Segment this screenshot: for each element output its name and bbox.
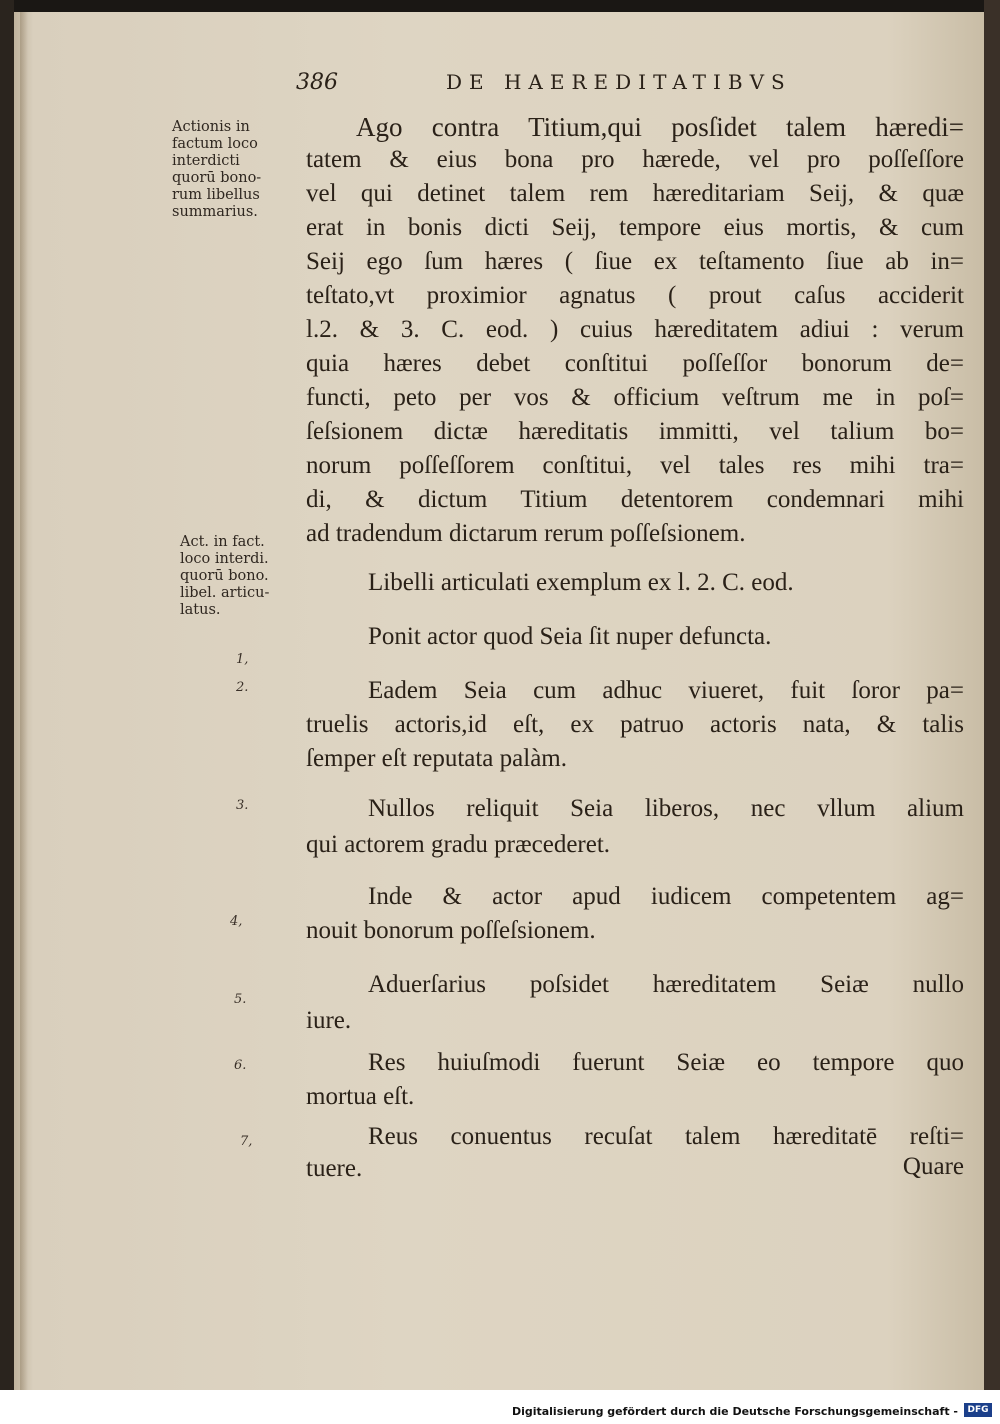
article-6-line: Res huiuſmodi fuerunt Seiæ eo tempore quo [368, 1049, 964, 1076]
text-line: ad tradendum dictarum rerum poſſeſsionem. [306, 520, 746, 547]
text-line: vel qui detinet talem rem hæreditariam Seij, & quæ [306, 180, 964, 207]
article-1-line: Ponit actor quod Seia ſit nuper defuncta. [368, 623, 772, 650]
article-6-line: mortua eſt. [306, 1083, 415, 1110]
text-line: quia hæres debet conſtitui poſſeſſor bonorum de= [306, 350, 964, 377]
article-3-line: Nullos reliquit Seia liberos, nec vllum alium [368, 795, 964, 822]
article-number: 5. [234, 992, 247, 1007]
article-5-line: iure. [306, 1007, 352, 1034]
article-4-line: Inde & actor apud iudicem competentem ag= [368, 883, 964, 910]
margin-line: latus. [180, 602, 221, 618]
running-title: DE HAEREDITATIBVS [446, 70, 792, 94]
article-7-line: Reus conuentus recuſat talem hæreditatē reſti= [368, 1123, 964, 1150]
scan-border-top [0, 0, 1000, 12]
text-line: ſeſsionem dictæ hæreditatis immitti, vel talium bo= [306, 418, 964, 445]
text-line: norum poſſeſſorem conſtitui, vel tales res mihi tra= [306, 452, 964, 479]
catchword: Quare [902, 1153, 964, 1180]
article-number: 2. [236, 680, 249, 695]
article-number: 6. [234, 1058, 247, 1073]
text-line: Seij ego ſum hæres ( ſiue ex teſtamento ſiue ab in= [306, 248, 964, 275]
page-number: 386 [296, 70, 338, 95]
margin-line: quorū bono- [172, 170, 262, 186]
article-2-line: Eadem Seia cum adhuc viueret, fuit ſoror pa= [368, 677, 964, 704]
article-2-line: ſemper eſt reputata palàm. [306, 745, 567, 772]
text-line: erat in bonis dicti Seij, tempore eius mortis, & cum [306, 214, 964, 241]
text-line: teſtato,vt proximior agnatus ( prout caſus acciderit [306, 282, 964, 309]
article-number: 4, [230, 914, 243, 929]
funding-credit: Digitalisierung gefördert durch die Deutsche Forschungsgemeinschaft - [511, 1405, 958, 1418]
margin-note-articulated [180, 534, 320, 619]
text-line: tatem & eius bona pro hærede, vel pro poſſeſſore [306, 146, 964, 173]
article-7-line: tuere. [306, 1155, 363, 1182]
margin-line: Act. in fact. [180, 534, 265, 550]
margin-line: Actionis in [172, 119, 250, 135]
article-5-line: Aduerſarius poſsidet hæreditatem Seiæ nullo [368, 971, 964, 998]
margin-note-summary [172, 119, 312, 221]
margin-line: rum libellus [172, 187, 260, 203]
scan-border-left [0, 0, 14, 1424]
article-2-line: truelis actoris,id eſt, ex patruo actoris nata, & talis [306, 711, 964, 738]
margin-line: quorū bono. [180, 568, 269, 584]
text-line: functi, peto per vos & officium veſtrum me in poſ= [306, 384, 964, 411]
text-line: Ago contra Titium,qui posſidet talem hæredi= [356, 112, 964, 142]
text-line: l.2. & 3. C. eod. ) cuius hæreditatem adiui : verum [306, 316, 964, 343]
page-gutter-shadow [20, 12, 28, 1390]
scan-border-right [984, 0, 1000, 1400]
margin-line: interdicti [172, 153, 240, 169]
margin-line: summarius. [172, 204, 258, 220]
section-heading: Libelli articulati exemplum ex l. 2. C. eod. [368, 569, 794, 596]
article-number: 3. [236, 798, 249, 813]
text-line: di, & dictum Titium detentorem condemnari mihi [306, 486, 964, 513]
article-number: 7, [240, 1134, 253, 1149]
article-3-line: qui actorem gradu præcederet. [306, 831, 611, 858]
article-number: 1, [236, 652, 249, 667]
margin-line: factum loco [172, 136, 258, 152]
dfg-logo: DFG [964, 1403, 992, 1417]
article-4-line: nouit bonorum poſſeſsionem. [306, 917, 596, 944]
margin-line: loco interdi. [180, 551, 269, 567]
margin-line: libel. articu- [180, 585, 270, 601]
